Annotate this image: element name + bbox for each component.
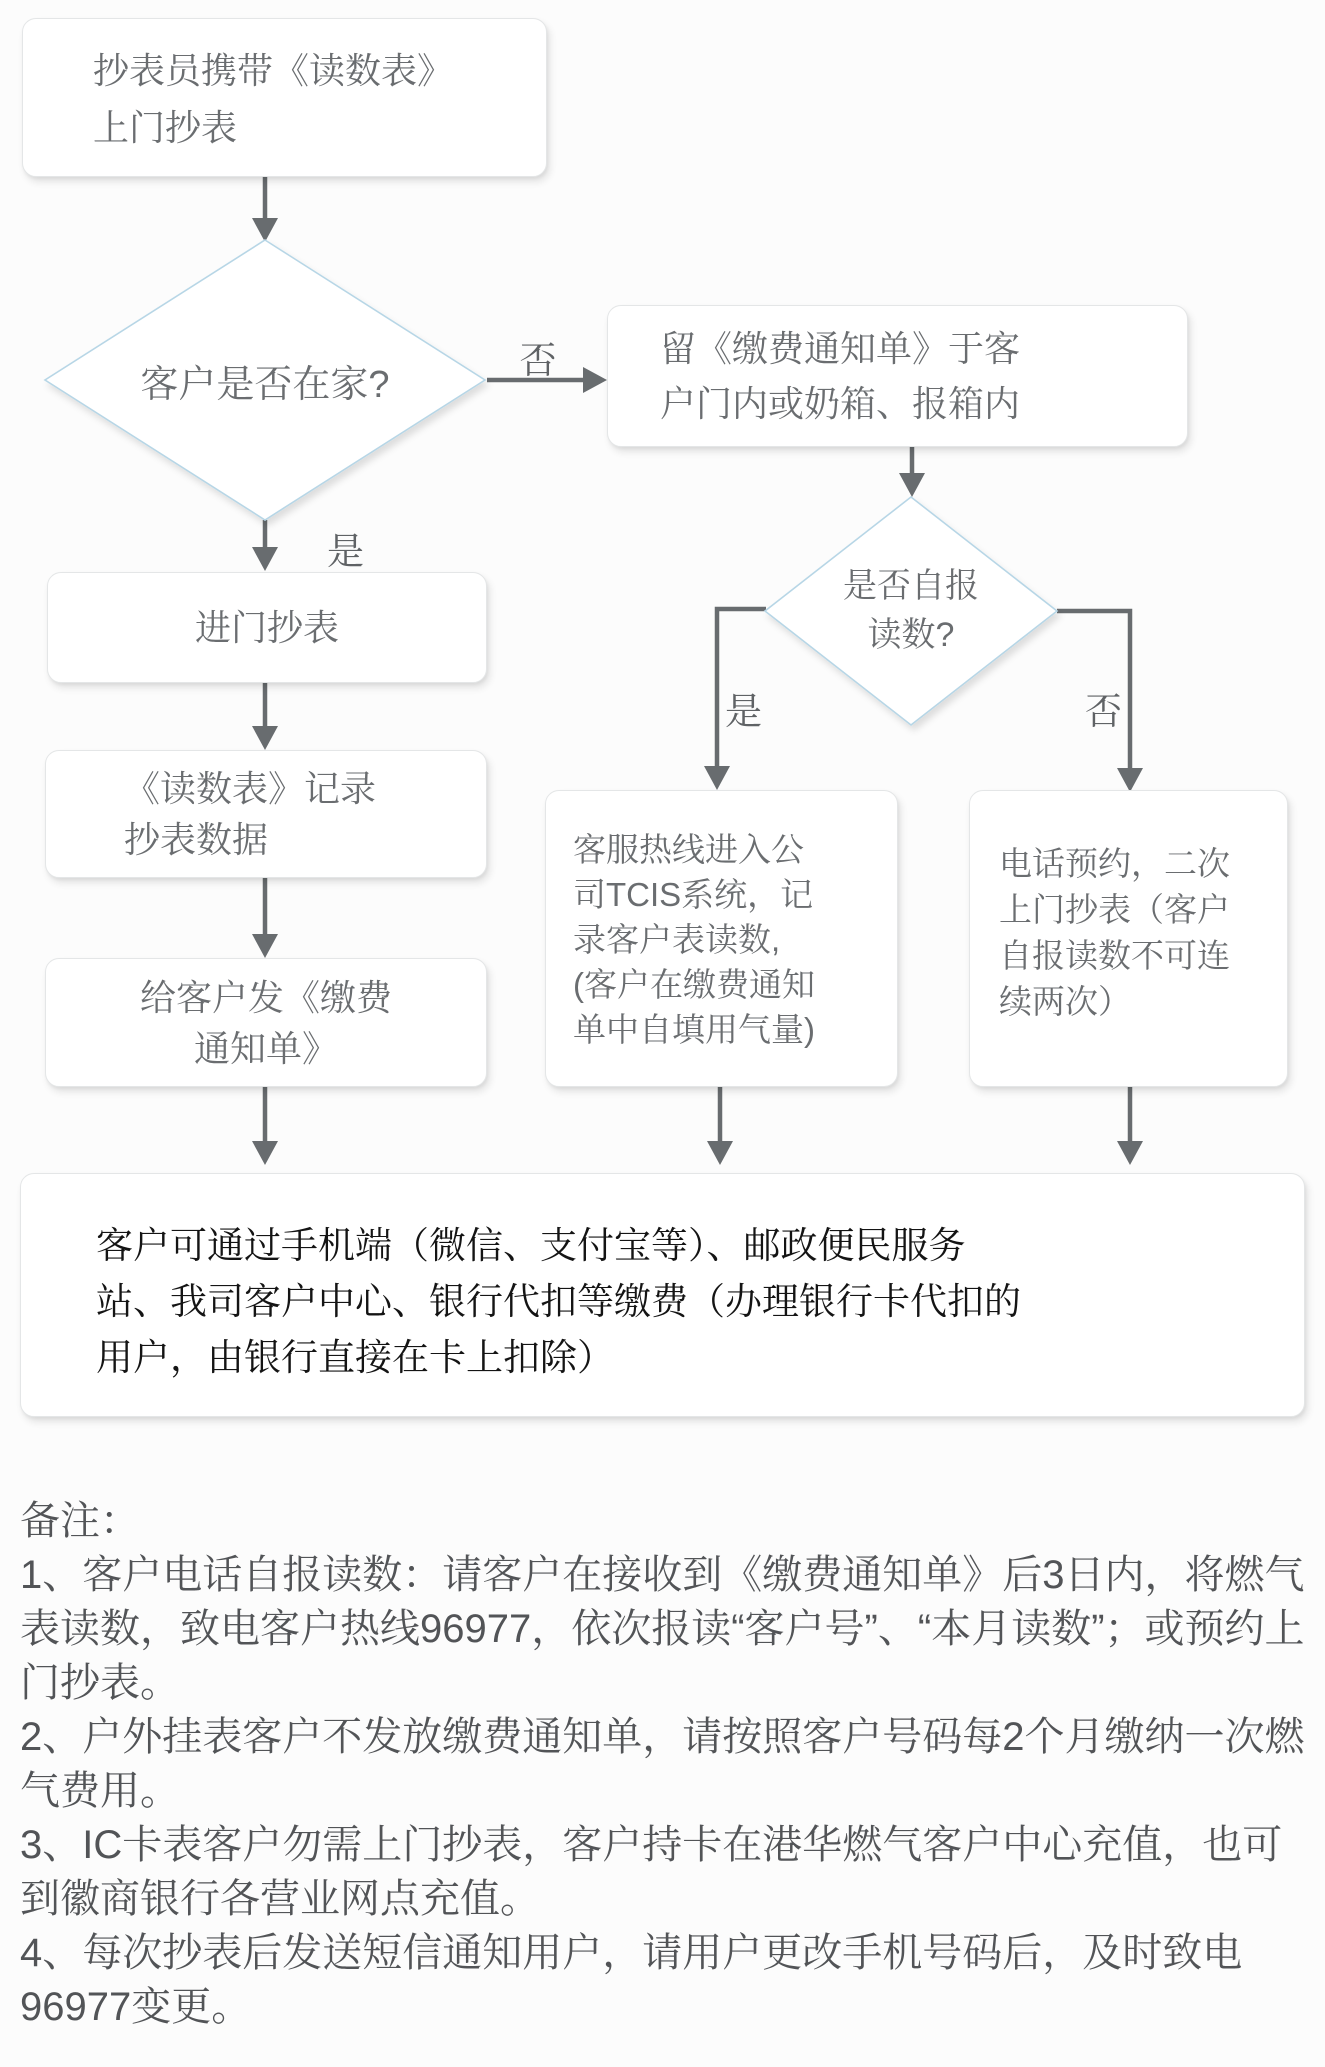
decision-label-self-report: 是否自报 读数? [843, 567, 979, 654]
arrowhead-send-to-payment [252, 1141, 278, 1165]
edge-label-self-yes: 是 [725, 691, 762, 732]
arrowhead-hotline-to-payment [707, 1141, 733, 1165]
arrowhead-notice-to-self-decision [899, 473, 925, 497]
flow-node-hotline-tcis: 客服热线进入公 司TCIS系统，记 录客户表读数, (客户在缴费通知 单中自填用气量) [545, 790, 898, 1087]
flow-node-enter-read: 进门抄表 [47, 572, 487, 683]
arrowhead-phone-to-payment [1117, 1141, 1143, 1165]
arrowhead-enter-to-record [252, 726, 278, 750]
note-item-1: 1、客户电话自报读数：请客户在接收到《缴费通知单》后3日内，将燃气表读数，致电客户热线96977，依次报读“客户号”、“本月读数”；或预约上门抄表。 [20, 1553, 1305, 1705]
note-item-4: 4、每次抄表后发送短信通知用户，请用户更改手机号码后，及时致电96977变更。 [20, 1931, 1243, 2029]
edge-label-home-no: 否 [519, 340, 557, 381]
flow-node-start: 抄表员携带《读数表》 上门抄表 [22, 18, 547, 177]
edge-label-home-yes: 是 [327, 531, 364, 572]
arrowhead-start-to-home-decision [252, 218, 278, 242]
arrowhead-home-no [583, 367, 607, 393]
note-item-2: 2、户外挂表客户不发放缴费通知单，请按照客户号码每2个月缴纳一次燃气费用。 [20, 1715, 1305, 1813]
notes-heading: 备注： [20, 1499, 140, 1543]
decision-label-customer-home: 客户是否在家? [140, 363, 390, 406]
arrowhead-self-no [1117, 768, 1143, 792]
arrowhead-record-to-send [252, 934, 278, 958]
notes-section [20, 1494, 1312, 2034]
edge-label-self-no: 否 [1085, 691, 1122, 732]
flow-node-leave-notice: 留《缴费通知单》于客 户门内或奶箱、报箱内 [607, 305, 1188, 447]
flow-node-payment-channels: 客户可通过手机端（微信、支付宝等）、邮政便民服务 站、我司客户中心、银行代扣等缴费（办理银行卡代扣的 用户，由银行直接在卡上扣除） [20, 1173, 1305, 1417]
flow-node-send-notice: 给客户发《缴费 通知单》 [45, 958, 487, 1087]
note-item-3: 3、IC卡表客户勿需上门抄表，客户持卡在港华燃气客户中心充值，也可到徽商银行各营业网点充值。 [20, 1823, 1283, 1921]
flow-node-record-data: 《读数表》记录 抄表数据 [45, 750, 487, 878]
flow-node-phone-appointment: 电话预约，二次 上门抄表（客户 自报读数不可连 续两次） [969, 790, 1288, 1087]
arrowhead-self-yes [704, 766, 730, 790]
